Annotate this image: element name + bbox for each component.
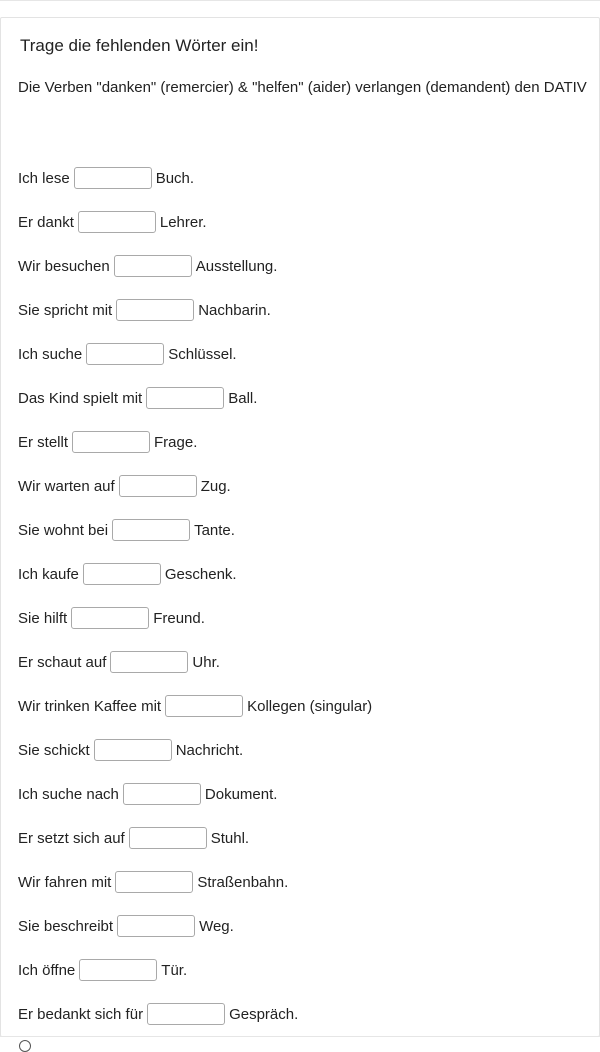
sentence-start: Wir besuchen: [18, 257, 110, 275]
gap-input[interactable]: [147, 1003, 225, 1025]
sentence-end: Tür.: [161, 961, 188, 979]
sentence-end: Tante.: [194, 521, 235, 539]
circle-icon: [19, 1040, 31, 1052]
sentence-start: Wir warten auf: [18, 477, 115, 495]
gap-fill-row: [18, 992, 372, 1036]
gap-input[interactable]: [165, 695, 243, 717]
gap-fill-row: [18, 288, 372, 332]
gap-fill-row: [18, 772, 372, 816]
exercise-instruction: Die Verben "danken" (remercier) & "helfen" (aider) verlangen (demandent) den DATIV: [18, 79, 587, 96]
sentence-start: Sie beschreibt: [18, 917, 114, 935]
sentence-end: Weg.: [199, 917, 234, 935]
sentence-start: Ich suche nach: [18, 785, 119, 803]
sentence-end: Buch.: [155, 169, 195, 187]
gap-fill-list: [18, 156, 372, 1036]
sentence-start: Wir fahren mit: [18, 873, 112, 891]
sentence-end: Nachricht.: [175, 741, 244, 759]
sentence-end: Nachbarin.: [198, 301, 271, 319]
gap-fill-row: [18, 948, 372, 992]
gap-fill-row: [18, 816, 372, 860]
sentence-start: Er setzt sich auf: [18, 829, 125, 847]
gap-fill-row: [18, 684, 372, 728]
sentence-start: Sie spricht mit: [18, 301, 113, 319]
gap-fill-row: [18, 156, 372, 200]
sentence-start: Er bedankt sich für: [18, 1005, 144, 1023]
gap-input[interactable]: [94, 739, 172, 761]
sentence-end: Stuhl.: [210, 829, 250, 847]
sentence-end: Straßenbahn.: [197, 873, 289, 891]
sentence-start: Ich öffne: [18, 961, 76, 979]
gap-input[interactable]: [116, 299, 194, 321]
sentence-start: Sie wohnt bei: [18, 521, 109, 539]
sentence-start: Sie hilft: [18, 609, 68, 627]
gap-input[interactable]: [74, 167, 152, 189]
gap-input[interactable]: [112, 519, 190, 541]
gap-input[interactable]: [114, 255, 192, 277]
sentence-end: Gespräch.: [229, 1005, 299, 1023]
gap-input[interactable]: [129, 827, 207, 849]
gap-input[interactable]: [79, 959, 157, 981]
gap-fill-row: [18, 904, 372, 948]
gap-input[interactable]: [115, 871, 193, 893]
sentence-end: Ball.: [228, 389, 258, 407]
sentence-end: Zug.: [200, 477, 231, 495]
gap-input[interactable]: [146, 387, 224, 409]
sentence-start: Wir trinken Kaffee mit: [18, 697, 162, 715]
sentence-end: Uhr.: [192, 653, 220, 671]
gap-input[interactable]: [117, 915, 195, 937]
sentence-start: Er dankt: [18, 213, 74, 231]
gap-fill-row: [18, 596, 372, 640]
sentence-end: Geschenk.: [164, 565, 237, 583]
sentence-start: Das Kind spielt mit: [18, 389, 143, 407]
sentence-start: Sie schickt: [18, 741, 90, 759]
sentence-start: Ich lese: [18, 169, 70, 187]
gap-fill-row: [18, 508, 372, 552]
gap-fill-row: [18, 244, 372, 288]
gap-input[interactable]: [86, 343, 164, 365]
gap-fill-row: [18, 464, 372, 508]
sentence-start: Ich kaufe: [18, 565, 79, 583]
gap-fill-row: [18, 200, 372, 244]
sentence-end: Kollegen (singular): [247, 697, 373, 715]
sentence-end: Schlüssel.: [168, 345, 237, 363]
gap-input[interactable]: [71, 607, 149, 629]
sentence-start: Er schaut auf: [18, 653, 107, 671]
gap-input[interactable]: [123, 783, 201, 805]
sentence-end: Lehrer.: [159, 213, 207, 231]
gap-fill-row: [18, 728, 372, 772]
gap-input[interactable]: [72, 431, 150, 453]
top-divider: [0, 0, 600, 1]
sentence-end: Dokument.: [204, 785, 278, 803]
exercise-card: [0, 17, 600, 1037]
gap-input[interactable]: [110, 651, 188, 673]
sentence-end: Freund.: [153, 609, 205, 627]
gap-fill-row: [18, 552, 372, 596]
exercise-title: Trage die fehlenden Wörter ein!: [20, 36, 259, 55]
gap-fill-row: [18, 640, 372, 684]
gap-input[interactable]: [83, 563, 161, 585]
gap-fill-row: [18, 332, 372, 376]
gap-input[interactable]: [78, 211, 156, 233]
gap-input[interactable]: [119, 475, 197, 497]
sentence-start: Er stellt: [18, 433, 69, 451]
gap-fill-row: [18, 420, 372, 464]
bottom-divider: [0, 1036, 600, 1037]
gap-fill-row: [18, 376, 372, 420]
gap-fill-row: [18, 860, 372, 904]
sentence-end: Ausstellung.: [195, 257, 278, 275]
sentence-end: Frage.: [154, 433, 198, 451]
sentence-start: Ich suche: [18, 345, 83, 363]
